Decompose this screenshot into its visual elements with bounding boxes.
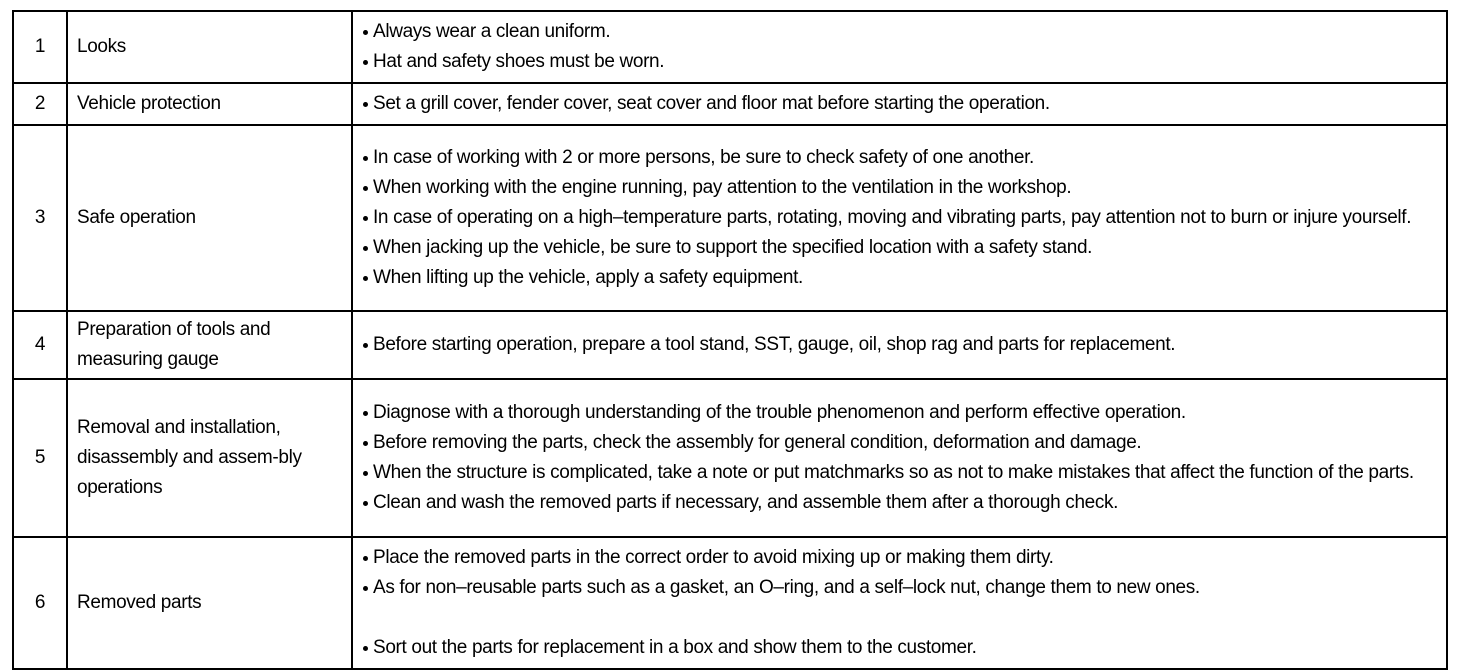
row-topic: Preparation of tools and measuring gauge [67,311,352,379]
row-number: 3 [13,125,67,311]
table-row [13,83,1447,125]
list-item: When working with the engine running, pay attention to the ventilation in the workshop. [360,173,1436,203]
list-item: As for non–reusable parts such as a gasket, an O–ring, and a self–lock nut, change them to new ones. [360,573,1436,603]
bullet-list [360,330,1436,360]
table-row [13,125,1447,311]
list-item: Before starting operation, prepare a tool stand, SST, gauge, oil, shop rag and parts for replacement. [360,330,1436,360]
list-item: Place the removed parts in the correct order to avoid mixing up or making them dirty. [360,543,1436,573]
row-details [352,379,1447,537]
row-details [352,83,1447,125]
row-details [352,311,1447,379]
list-item: Hat and safety shoes must be worn. [360,47,1436,77]
list-item: Clean and wash the removed parts if necessary, and assemble them after a thorough check. [360,488,1436,518]
list-item: Before removing the parts, check the assembly for general condition, deformation and damage. [360,428,1436,458]
list-item: When the structure is complicated, take a note or put matchmarks so as not to make mistakes that affect the function of the parts. [360,458,1436,488]
row-details [352,125,1447,311]
row-number: 1 [13,11,67,83]
row-details [352,11,1447,83]
list-item: When lifting up the vehicle, apply a safety equipment. [360,263,1436,293]
list-item: Sort out the parts for replacement in a box and show them to the customer. [360,633,1436,663]
list-item: Diagnose with a thorough understanding of the trouble phenomenon and perform effective operation. [360,398,1436,428]
row-topic: Safe operation [67,125,352,311]
row-details [352,537,1447,669]
row-number: 6 [13,537,67,669]
table-row [13,379,1447,537]
list-item: In case of working with 2 or more persons, be sure to check safety of one another. [360,143,1436,173]
list-item: In case of operating on a high–temperature parts, rotating, moving and vibrating parts, pay attention not to burn or injure yourself. [360,203,1436,233]
bullet-list [360,398,1436,518]
table-row [13,311,1447,379]
row-topic: Removed parts [67,537,352,669]
list-item: When jacking up the vehicle, be sure to support the specified location with a safety stand. [360,233,1436,263]
row-topic: Removal and installation, disassembly and assem-bly operations [67,379,352,537]
list-item: Always wear a clean uniform. [360,17,1436,47]
row-number: 5 [13,379,67,537]
list-item: Set a grill cover, fender cover, seat cover and floor mat before starting the operation. [360,89,1436,119]
bullet-list [360,89,1436,119]
precautions-sheet [12,10,1448,670]
bullet-list [360,143,1436,293]
table-row [13,537,1447,669]
work-precautions-table [12,10,1448,670]
bullet-list [360,17,1436,77]
row-topic: Vehicle protection [67,83,352,125]
row-number: 4 [13,311,67,379]
table-row [13,11,1447,83]
bullet-list [360,543,1436,663]
row-topic: Looks [67,11,352,83]
row-number: 2 [13,83,67,125]
